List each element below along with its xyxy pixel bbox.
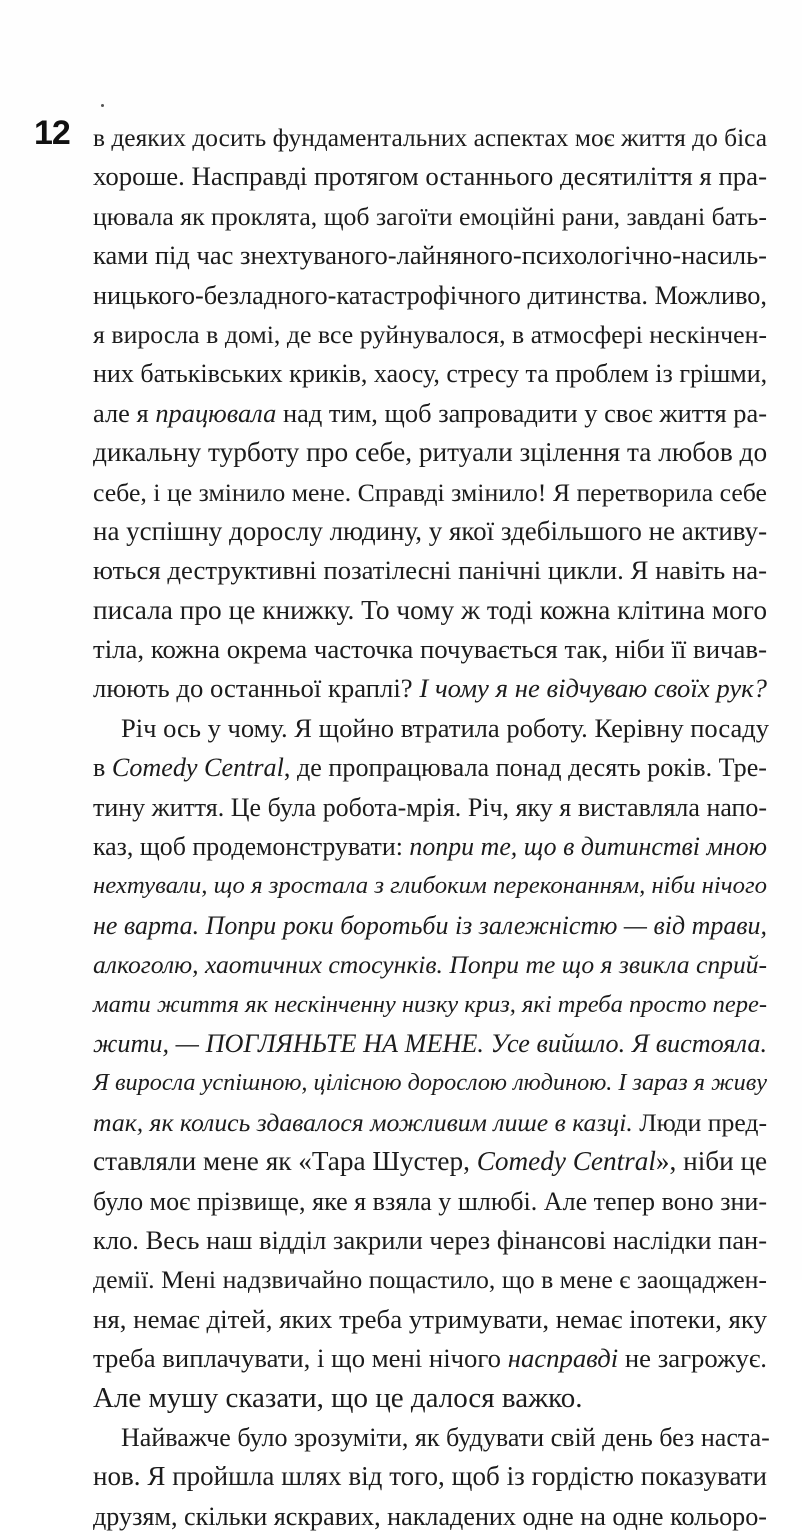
- text-segment: ня, немає дітей, яких треба утримувати, немає іпотеки, яку: [93, 1303, 768, 1334]
- italic-text: так, як колись здавалося можливим лише в казці.: [93, 1107, 633, 1137]
- text-segment: себе, і це змінило мене. Справді змінило! Я перетворила себе: [93, 477, 767, 507]
- text-segment: дикальну турботу про себе, ритуали зцілення та любов до: [93, 437, 768, 468]
- italic-text: мати життя як нескінченну низку криз, які треба просто пере-: [93, 990, 767, 1018]
- text-line: [93, 118, 767, 157]
- italic-text: насправді: [507, 1343, 619, 1374]
- text-line: [93, 748, 767, 787]
- text-line: [93, 630, 767, 669]
- text-segment: нов. Я пройшла шлях від того, щоб із гордістю показувати: [93, 1461, 767, 1492]
- text-line: [93, 1457, 767, 1496]
- text-segment: але я: [93, 397, 156, 428]
- text-segment: треба виплачувати, і що мені нічого: [93, 1343, 508, 1374]
- italic-text: нехтували, що я зростала з глибоким переконанням, ніби нічого: [93, 872, 767, 900]
- text-segment: них батьківських криків, хаосу, стресу та проблем із грішми,: [93, 359, 768, 389]
- text-segment: на успішну дорослу людину, у якої здебільшого не активу-: [93, 515, 768, 546]
- text-segment: ставляли мене як «Тара Шустер,: [93, 1146, 477, 1177]
- text-line: [93, 236, 767, 275]
- text-line: [93, 354, 767, 393]
- text-line: [93, 1260, 767, 1299]
- text-line: [93, 1221, 767, 1260]
- text-segment: Найважче було зрозуміти, як будувати свій день без наста-: [121, 1422, 770, 1452]
- text-line: [93, 315, 767, 354]
- text-line: [93, 1497, 767, 1536]
- text-segment: Люди пред-: [632, 1107, 767, 1137]
- text-line: [93, 906, 767, 945]
- text-segment: кло. Весь наш відділ закрили через фінансові наслідки пан-: [93, 1224, 767, 1255]
- body-text: [93, 118, 770, 1536]
- text-line: [93, 197, 767, 236]
- text-line: [93, 1142, 767, 1181]
- text-line: [93, 709, 770, 748]
- text-segment: , де пропрацювала понад десять років. Тре-: [283, 753, 767, 783]
- text-line: [93, 157, 767, 196]
- text-line: [93, 433, 767, 472]
- italic-text: не варта. Попри роки боротьби із залежністю — від трави,: [93, 910, 767, 940]
- text-line: [93, 1103, 767, 1142]
- text-segment: друзям, скільки яскравих, накладених одне на одне кольоро-: [93, 1501, 767, 1531]
- text-line: [93, 551, 767, 590]
- text-line: [93, 788, 767, 827]
- text-segment: каз, щоб продемонструвати:: [93, 832, 410, 862]
- text-line: [93, 276, 767, 315]
- text-line: [93, 591, 767, 630]
- text-segment: не загрожує.: [618, 1343, 767, 1374]
- text-line: [93, 669, 767, 708]
- text-segment: люють до останньої краплі?: [93, 673, 420, 704]
- italic-text: Comedy Central: [476, 1146, 656, 1177]
- text-line: [93, 1418, 770, 1457]
- text-line: [93, 1024, 767, 1063]
- text-segment: тіла, кожна окрема часточка почувається так, ніби її вичав-: [93, 634, 767, 665]
- text-segment: Але мушу сказати, що це далося важко.: [93, 1381, 583, 1414]
- text-line: [93, 866, 767, 905]
- text-segment: ються деструктивні позатілесні панічні цикли. Я навіть на-: [93, 555, 767, 586]
- text-segment: над тим, щоб запровадити у своє життя ра-: [276, 397, 767, 428]
- text-segment: писала про це книжку. То чому ж тоді кожна клітина мого: [93, 594, 767, 625]
- text-line: [93, 394, 767, 433]
- text-line: [93, 827, 767, 866]
- text-line: [93, 1339, 767, 1378]
- italic-text: Comedy Central: [111, 753, 284, 783]
- italic-text: жити, — ПОГЛЯНЬТЕ НА МЕНЕ. Усе вийшло. Я вистояла.: [93, 1028, 767, 1058]
- text-line: [93, 1182, 767, 1221]
- text-segment: в: [93, 753, 112, 783]
- text-line: [93, 1379, 767, 1418]
- text-line: [93, 473, 767, 512]
- page-number: 12: [34, 114, 70, 152]
- text-segment: демії. Мені надзвичайно пощастило, що в мене є заощаджен-: [93, 1265, 767, 1295]
- text-segment: », ніби це: [655, 1146, 768, 1177]
- text-segment: хороше. Насправді протягом останнього десятиліття я пра-: [93, 161, 767, 192]
- text-line: [93, 1063, 767, 1102]
- italic-text: працювала: [155, 397, 277, 428]
- italic-text: попри те, що в дитинстві мною: [409, 832, 767, 862]
- text-line: [93, 945, 767, 984]
- text-segment: я виросла в домі, де все руйнувалося, в атмосфері нескінчен-: [93, 319, 767, 349]
- text-line: [93, 985, 767, 1024]
- italic-text: алкоголю, хаотичних стосунків. Попри те що я звикла сприй-: [93, 950, 768, 980]
- italic-text: І чому я не відчуваю своїх рук?: [419, 673, 767, 704]
- text-line: [93, 1300, 767, 1339]
- text-line: [93, 512, 767, 551]
- text-segment: тину життя. Це була робота-мрія. Річ, яку я виставляла напо-: [93, 792, 767, 822]
- text-segment: ницького-безладного-катастрофічного дитинства. Можливо,: [93, 280, 767, 310]
- italic-text: Я виросла успішною, цілісною дорослою людиною. І зараз я живу: [93, 1069, 767, 1097]
- text-segment: Річ ось у чому. Я щойно втратила роботу. Керівну посаду: [121, 712, 770, 743]
- print-speck: [101, 104, 104, 107]
- text-segment: цювала як проклята, щоб загоїти емоційні рани, завдані бать-: [93, 201, 767, 231]
- text-segment: було моє прізвище, яке я взяла у шлюбі. Але тепер воно зни-: [93, 1186, 767, 1216]
- text-segment: в деяких досить фундаментальних аспектах моє життя до біса: [93, 123, 768, 152]
- text-segment: ками під час знехтуваного-лайняного-психологічно-насиль-: [93, 240, 767, 271]
